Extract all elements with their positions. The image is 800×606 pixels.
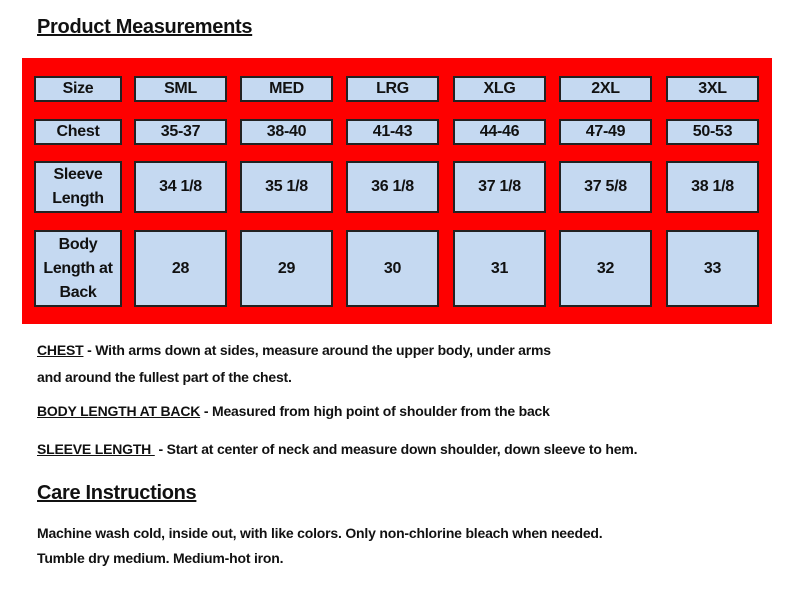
chest-note — [37, 342, 551, 358]
chest-text: - With arms down at sides, measure around the upper body, under arms — [83, 342, 551, 358]
table-cell: 44-46 — [453, 119, 546, 145]
table-cell: 37 1/8 — [453, 161, 546, 213]
table-cell: 3XL — [666, 76, 759, 102]
table-cell: 34 1/8 — [134, 161, 227, 213]
body-length-term: BODY LENGTH AT BACK — [37, 403, 201, 419]
table-cell: 38-40 — [240, 119, 333, 145]
table-cell: 41-43 — [346, 119, 439, 145]
sleeve-length-term: SLEEVE LENGTH — [37, 441, 155, 457]
row-header: Chest — [34, 119, 122, 145]
page-title: Product Measurements — [37, 16, 253, 38]
table-cell: 35-37 — [134, 119, 227, 145]
table-cell: 33 — [666, 230, 759, 307]
table-cell: MED — [240, 76, 333, 102]
row-header: Size — [34, 76, 122, 102]
care-instructions-title: Care Instructions — [37, 482, 197, 504]
body-length-note — [37, 403, 550, 419]
care-line-1: Machine wash cold, inside out, with like colors. Only non-chlorine bleach when needed. — [37, 525, 603, 541]
care-line-2: Tumble dry medium. Medium-hot iron. — [37, 550, 284, 566]
body-length-text: - Measured from high point of shoulder from the back — [200, 403, 550, 419]
table-cell: 38 1/8 — [666, 161, 759, 213]
table-cell: 36 1/8 — [346, 161, 439, 213]
chest-term: CHEST — [37, 342, 84, 358]
table-cell: 32 — [559, 230, 652, 307]
table-cell: 50-53 — [666, 119, 759, 145]
table-cell: 29 — [240, 230, 333, 307]
table-cell: 37 5/8 — [559, 161, 652, 213]
measurements-table — [22, 58, 772, 324]
table-cell: 30 — [346, 230, 439, 307]
table-cell: XLG — [453, 76, 546, 102]
table-cell: SML — [134, 76, 227, 102]
sleeve-length-text: - Start at center of neck and measure down shoulder, down sleeve to hem. — [154, 441, 638, 457]
table-cell: LRG — [346, 76, 439, 102]
row-header: Sleeve Length — [34, 161, 122, 213]
table-cell: 47-49 — [559, 119, 652, 145]
sleeve-length-note — [37, 441, 637, 457]
table-cell: 2XL — [559, 76, 652, 102]
table-cell: 35 1/8 — [240, 161, 333, 213]
table-cell: 31 — [453, 230, 546, 307]
chest-note-line2: and around the fullest part of the chest. — [37, 369, 292, 385]
table-cell: 28 — [134, 230, 227, 307]
row-header: Body Length at Back — [34, 230, 122, 307]
